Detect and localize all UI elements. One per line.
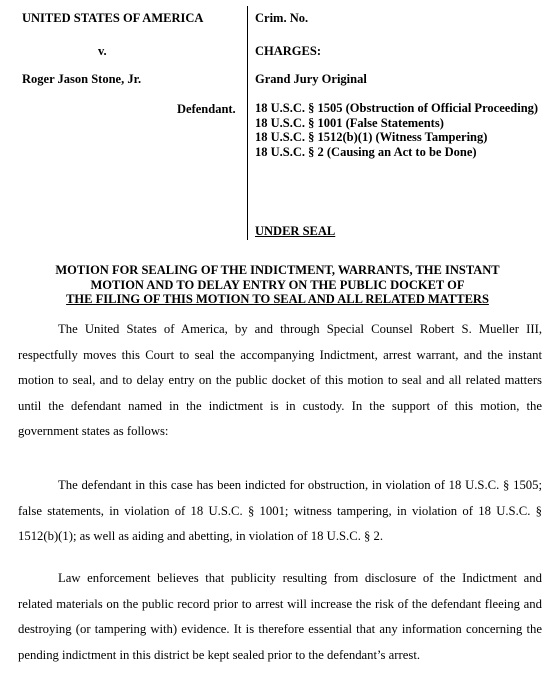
grand-jury-label: Grand Jury Original	[255, 72, 367, 86]
motion-title-line: MOTION AND TO DELAY ENTRY ON THE PUBLIC DOCKET OF	[90, 277, 465, 292]
motion-title-line: MOTION FOR SEALING OF THE INDICTMENT, WARRANTS, THE INSTANT	[55, 263, 500, 277]
charge-item: 18 U.S.C. § 1505 (Obstruction of Official Proceeding)	[255, 101, 539, 115]
plaintiff-name: UNITED STATES OF AMERICA	[22, 11, 204, 25]
versus-label: v.	[98, 44, 107, 58]
motion-title-line: THE FILING OF THIS MOTION TO SEAL AND ALL RELATED MATTERS	[66, 292, 489, 306]
charge-item: 18 U.S.C. § 1512(b)(1) (Witness Tampering)	[255, 130, 488, 144]
caption-divider	[247, 6, 248, 240]
body-paragraph: Law enforcement believes that publicity resulting from disclosure of the Indictment and related materials on the public record prior to arrest will increase the risk of the defendant fleeing and destroying (or tampering with) evidence. It is therefore essential that any information concerning the pending indictment in this district be kept sealed prior to the defendant’s arrest.	[18, 571, 542, 662]
defendant-name: Roger Jason Stone, Jr.	[22, 72, 142, 86]
defendant-label: Defendant.	[177, 102, 236, 116]
case-caption	[0, 0, 555, 248]
under-seal-label: UNDER SEAL	[255, 224, 336, 238]
charge-item: 18 U.S.C. § 1001 (False Statements)	[255, 115, 444, 130]
body-paragraph: The United States of America, by and through Special Counsel Robert S. Mueller III, respectfully moves this Court to seal the accompanying Indictment, arrest warrant, and the instant motion to seal, and to delay entry on the public docket of this motion to seal and all related matters until the defendant named in the indictment is in custody. In the support of this motion, the government states as follows:	[18, 322, 542, 438]
charge-item: 18 U.S.C. § 2 (Causing an Act to be Done)	[255, 144, 477, 159]
motion-title	[0, 263, 555, 307]
crim-no-label: Crim. No.	[255, 11, 309, 25]
body-paragraph: The defendant in this case has been indicted for obstruction, in violation of 18 U.S.C. § 1505; false statements, in violation of 18 U.S.C. § 1001; witness tampering, in violation of 18 U.S.C. § 1512(b)(1); as well as aiding and abetting, in violation of 18 U.S.C. § 2.	[18, 478, 542, 543]
charges-label: CHARGES:	[255, 44, 321, 58]
charges-list	[255, 101, 550, 159]
